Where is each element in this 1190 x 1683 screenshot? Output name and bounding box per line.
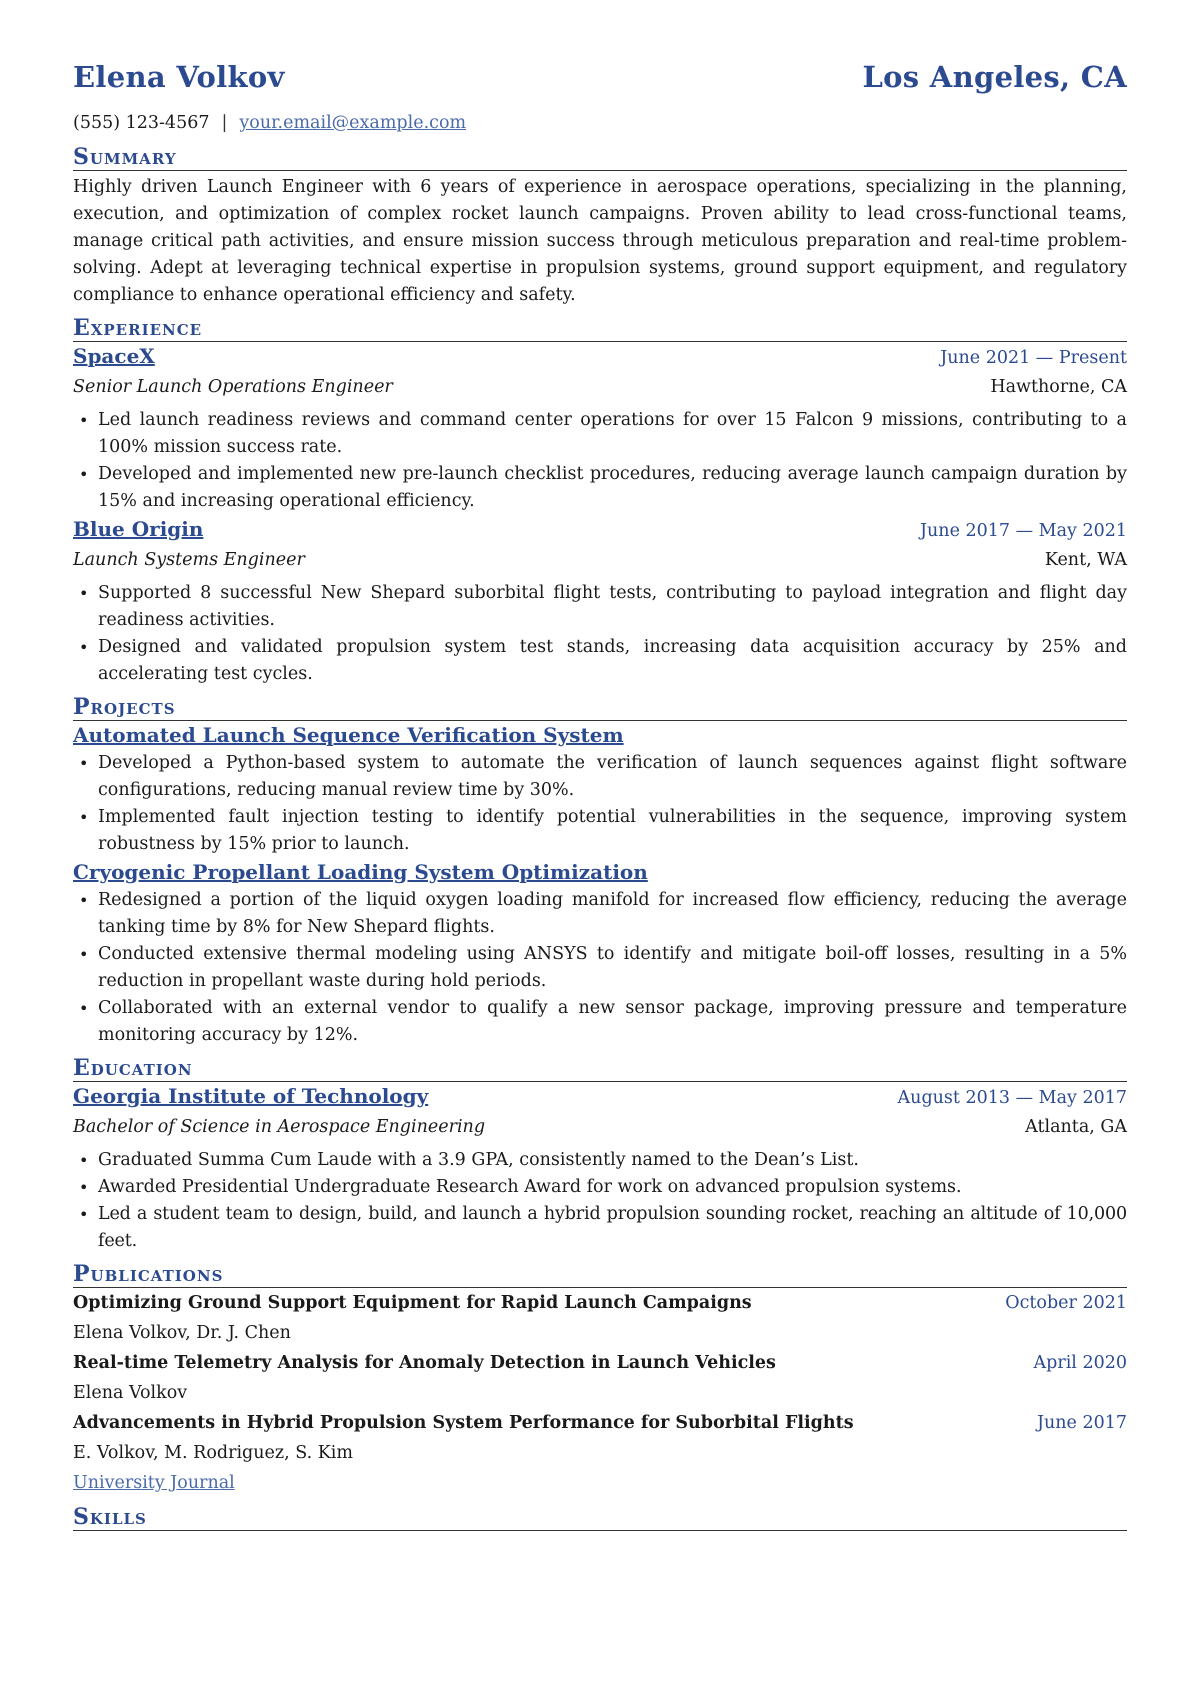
list-item: • Conducted extensive thermal modeling using ANSYS to identify and mitigate boil-off losses, resulting in a 5% reduction in propellant waste during hold periods. xyxy=(73,941,1127,995)
publication-authors: Elena Volkov, Dr. J. Chen xyxy=(73,1323,291,1343)
company-link[interactable]: SpaceX xyxy=(73,344,155,368)
list-item: • Collaborated with an external vendor to qualify a new sensor package, improving pressure and temperature monitoring accuracy by 12%. xyxy=(73,995,1127,1049)
publications-heading: Publications xyxy=(73,1261,1127,1288)
list-item: • Supported 8 successful New Shepard suborbital flight tests, contributing to payload integration and flight day readiness activities. xyxy=(73,580,1127,634)
publication-title: Optimizing Ground Support Equipment for Rapid Launch Campaigns xyxy=(73,1293,752,1313)
list-item: • Designed and validated propulsion system test stands, increasing data acquisition accuracy by 25% and accelerating test cycles. xyxy=(73,634,1127,688)
list-item: • Awarded Presidential Undergraduate Research Award for work on advanced propulsion systems. xyxy=(73,1174,1127,1201)
list-item: • Developed and implemented new pre-launch checklist procedures, reducing average launch campaign duration by 15% and increasing operational efficiency. xyxy=(73,461,1127,515)
experience-entry xyxy=(73,342,1127,515)
skills-section xyxy=(73,1504,1127,1531)
project-entry xyxy=(73,858,1127,1049)
job-dates: June 2021 — Present xyxy=(940,348,1127,368)
job-bullets xyxy=(73,580,1127,688)
experience-section xyxy=(73,315,1127,688)
contact-line xyxy=(73,110,1127,138)
project-entry xyxy=(73,721,1127,858)
summary-section xyxy=(73,144,1127,309)
summary-text: Highly driven Launch Engineer with 6 years of experience in aerospace operations, specializing in the planning, execution, and optimization of complex rocket launch campaigns. Proven ability to lead cross-functional teams, manage critical path activities, and ensure mission success through meticulous preparation and real-time problem-solving. Adept at leveraging technical expertise in propulsion systems, ground support equipment, and regulatory compliance to enhance operational efficiency and safety. xyxy=(73,177,1127,305)
summary-heading: Summary xyxy=(73,144,1127,171)
list-item: • Led a student team to design, build, and launch a hybrid propulsion sounding rocket, reaching an altitude of 10,000 feet. xyxy=(73,1201,1127,1255)
education-dates: August 2013 — May 2017 xyxy=(897,1088,1127,1108)
publication-title: Real-time Telemetry Analysis for Anomaly Detection in Launch Vehicles xyxy=(73,1353,776,1373)
experience-entry xyxy=(73,515,1127,688)
education-bullets xyxy=(73,1147,1127,1255)
project-link[interactable]: Automated Launch Sequence Verification System xyxy=(73,723,624,747)
job-location: Kent, WA xyxy=(1044,550,1127,570)
publication-date: October 2021 xyxy=(1005,1293,1127,1313)
candidate-location: Los Angeles, CA xyxy=(862,60,1127,94)
job-title: Launch Systems Engineer xyxy=(73,550,305,570)
publication-title: Advancements in Hybrid Propulsion System Performance for Suborbital Flights xyxy=(73,1413,854,1433)
project-bullets xyxy=(73,887,1127,1049)
projects-section xyxy=(73,694,1127,1049)
education-section xyxy=(73,1055,1127,1255)
education-entry xyxy=(73,1082,1127,1255)
email-link[interactable]: your.email@example.com xyxy=(239,113,467,133)
resume-header xyxy=(73,60,1127,104)
publication-entry xyxy=(73,1288,1127,1348)
publication-entry xyxy=(73,1408,1127,1498)
resume-page xyxy=(73,60,1127,1531)
job-title: Senior Launch Operations Engineer xyxy=(73,377,393,397)
list-item: • Developed a Python-based system to automate the verification of launch sequences against flight software configurations, reducing manual review time by 30%. xyxy=(73,750,1127,804)
project-bullets xyxy=(73,750,1127,858)
publication-date: June 2017 xyxy=(1036,1413,1127,1433)
phone-number: (555) 123-4567 xyxy=(73,113,210,133)
publication-authors: Elena Volkov xyxy=(73,1383,188,1403)
school-link[interactable]: Georgia Institute of Technology xyxy=(73,1084,429,1108)
company-link[interactable]: Blue Origin xyxy=(73,517,204,541)
list-item: • Led launch readiness reviews and command center operations for over 15 Falcon 9 missions, contributing to a 100% mission success rate. xyxy=(73,407,1127,461)
publication-journal-link[interactable]: University Journal xyxy=(73,1473,235,1493)
skills-heading: Skills xyxy=(73,1504,1127,1531)
candidate-name: Elena Volkov xyxy=(73,60,285,94)
list-item: • Graduated Summa Cum Laude with a 3.9 GPA, consistently named to the Dean’s List. xyxy=(73,1147,1127,1174)
job-location: Hawthorne, CA xyxy=(990,377,1127,397)
education-heading: Education xyxy=(73,1055,1127,1082)
job-dates: June 2017 — May 2021 xyxy=(920,521,1127,541)
project-link[interactable]: Cryogenic Propellant Loading System Optimization xyxy=(73,860,648,884)
school-location: Atlanta, GA xyxy=(1025,1117,1127,1137)
publication-date: April 2020 xyxy=(1033,1353,1127,1373)
job-bullets xyxy=(73,407,1127,515)
publication-authors: E. Volkov, M. Rodriguez, S. Kim xyxy=(73,1443,353,1463)
list-item: • Implemented fault injection testing to identify potential vulnerabilities in the sequence, improving system robustness by 15% prior to launch. xyxy=(73,804,1127,858)
projects-heading: Projects xyxy=(73,694,1127,721)
publications-section xyxy=(73,1261,1127,1498)
list-item: • Redesigned a portion of the liquid oxygen loading manifold for increased flow efficiency, reducing the average tanking time by 8% for New Shepard flights. xyxy=(73,887,1127,941)
experience-heading: Experience xyxy=(73,315,1127,342)
contact-separator: | xyxy=(221,113,228,133)
publication-entry xyxy=(73,1348,1127,1408)
degree-title: Bachelor of Science in Aerospace Engineering xyxy=(73,1117,486,1137)
